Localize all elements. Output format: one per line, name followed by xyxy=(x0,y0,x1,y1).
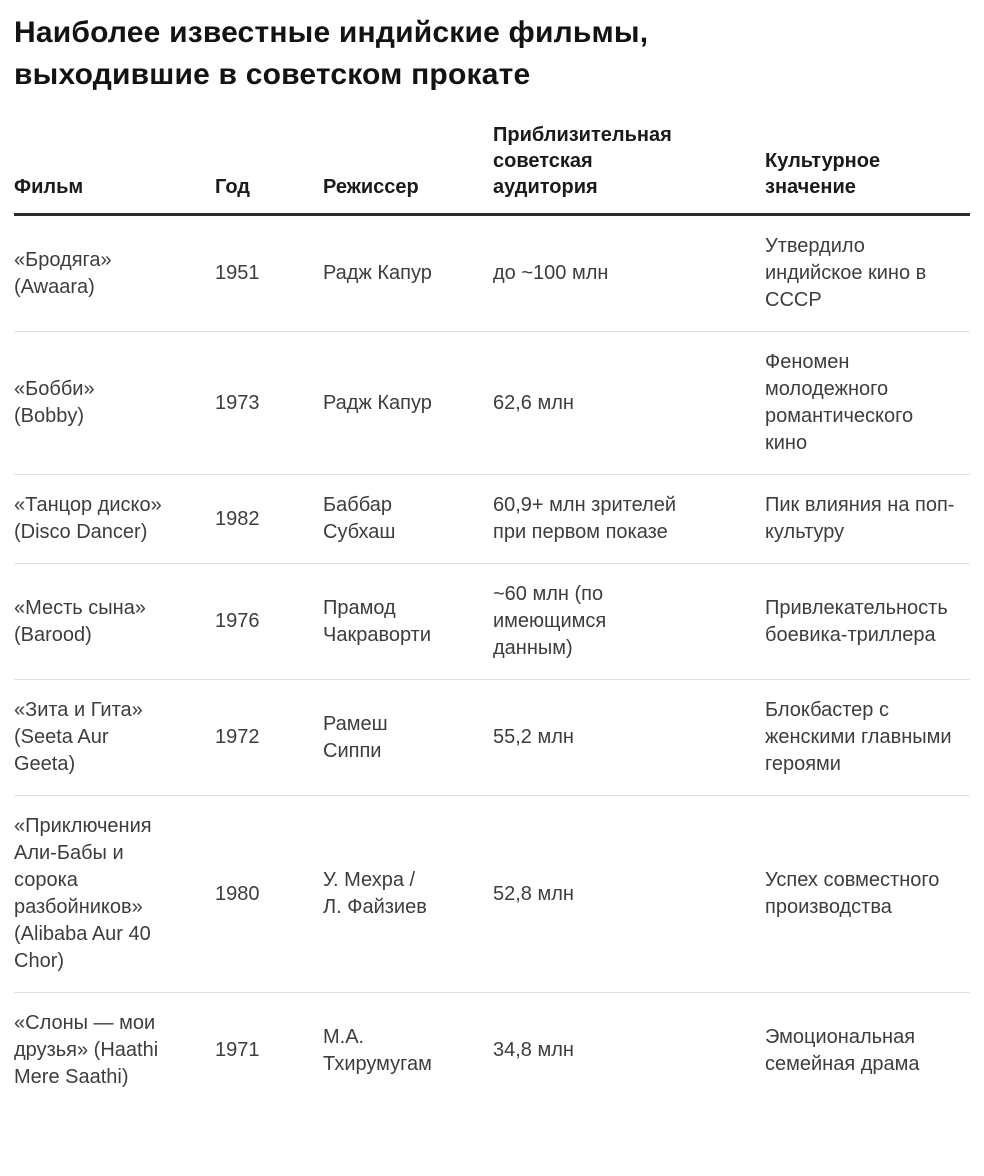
cell-audience: 60,9+ млн зрителей при первом показе xyxy=(493,475,765,564)
cell-audience: 55,2 млн xyxy=(493,680,765,796)
column-header-audience: Приблизительная советская аудитория xyxy=(493,122,765,215)
table-row xyxy=(14,680,970,796)
cell-film: «Бродяга» (Awaara) xyxy=(14,215,215,332)
table-row xyxy=(14,475,970,564)
table-body xyxy=(14,215,970,1109)
table-row xyxy=(14,564,970,680)
column-header-film: Фильм xyxy=(14,122,215,215)
cell-year: 1972 xyxy=(215,680,323,796)
cell-director: Рамеш Сиппи xyxy=(323,680,493,796)
cell-significance: Феномен молодежного романтического кино xyxy=(765,332,970,475)
cell-audience: 34,8 млн xyxy=(493,1039,574,1061)
table-row xyxy=(14,332,970,475)
table-row xyxy=(14,796,970,993)
table-header-row xyxy=(14,122,970,215)
cell-director: У. Мехра / Л. Файзиев xyxy=(323,796,493,993)
article xyxy=(14,12,970,1108)
cell-director: Баббар Субхаш xyxy=(323,475,493,564)
cell-significance: Пик влияния на поп-культуру xyxy=(765,475,970,564)
cell-film: «Зита и Гита» (Seeta Aur Geeta) xyxy=(14,680,215,796)
column-header-year: Год xyxy=(215,122,323,215)
cell-year: 1982 xyxy=(215,475,323,564)
cell-audience: до ~100 млн xyxy=(493,215,765,332)
table-row xyxy=(14,215,970,332)
cell-year: 1951 xyxy=(215,215,323,332)
cell-audience: ~60 млн (по имеющимся данным) xyxy=(493,564,765,680)
cell-audience: 62,6 млн xyxy=(493,332,765,475)
cell-significance: Эмоциональная семейная драма xyxy=(765,1025,920,1075)
cell-director: М.А. Тхирумугам xyxy=(323,1025,432,1075)
cell-director: Радж Капур xyxy=(323,332,493,475)
cell-director: Радж Капур xyxy=(323,215,493,332)
page-title: Наиболее известные индийские фильмы, выходившие в советском прокате xyxy=(14,16,649,91)
cell-film: «Танцор диско» (Disco Dancer) xyxy=(14,475,215,564)
cell-significance: Привлекательность боевика-триллера xyxy=(765,564,970,680)
column-header-significance: Культурное значение xyxy=(765,122,970,215)
cell-director: Прамод Чакраворти xyxy=(323,564,493,680)
cell-year: 1971 xyxy=(215,1039,260,1061)
cell-significance: Блокбастер с женскими главными героями xyxy=(765,680,970,796)
table-row xyxy=(14,993,970,1109)
cell-film: «Месть сына» (Barood) xyxy=(14,564,215,680)
cell-significance: Успех совместного производства xyxy=(765,796,970,993)
cell-year: 1976 xyxy=(215,564,323,680)
column-header-director: Режиссер xyxy=(323,122,493,215)
cell-year: 1980 xyxy=(215,796,323,993)
cell-significance: Утвердило индийское кино в СССР xyxy=(765,215,970,332)
cell-film: «Бобби» (Bobby) xyxy=(14,332,215,475)
cell-film: «Слоны — мои друзья» (Haathi Mere Saathi) xyxy=(14,1012,159,1088)
cell-film: «Приключения Али-Бабы и сорока разбойников» (Alibaba Aur 40 Chor) xyxy=(14,796,215,993)
cell-audience: 52,8 млн xyxy=(493,796,765,993)
films-table xyxy=(14,122,970,1108)
cell-year: 1973 xyxy=(215,332,323,475)
